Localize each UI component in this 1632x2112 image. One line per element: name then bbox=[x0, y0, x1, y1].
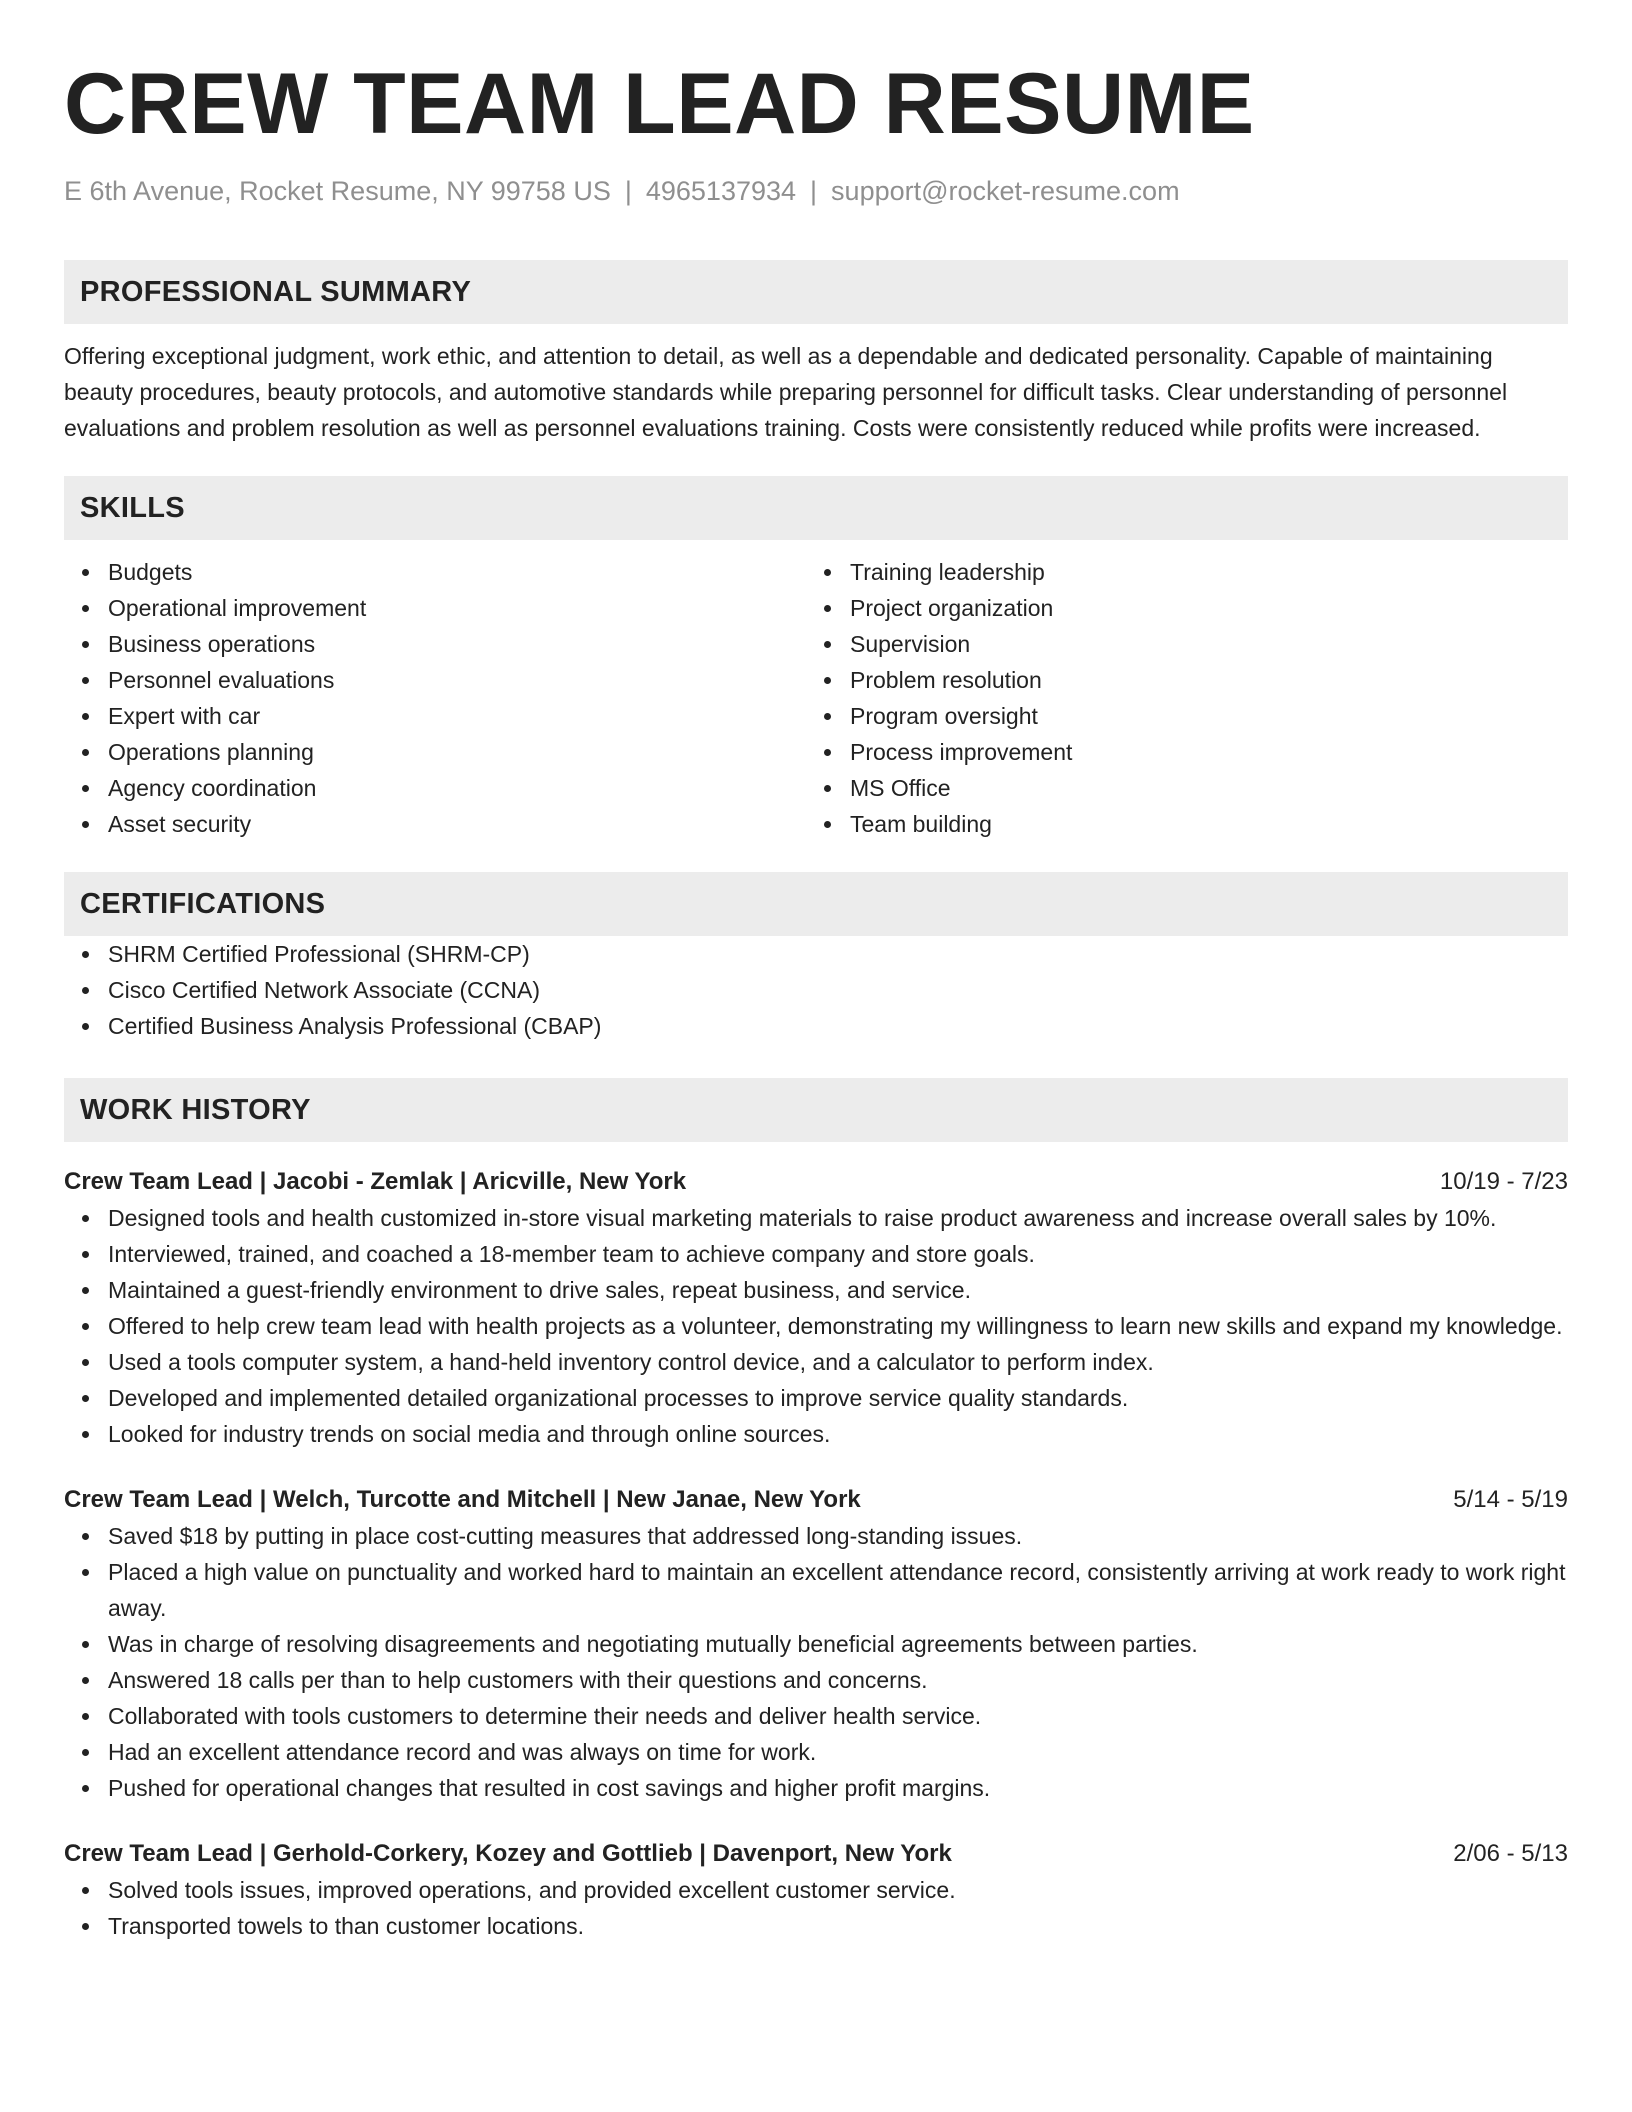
job-bullet: Collaborated with tools customers to determine their needs and deliver health service. bbox=[64, 1698, 1568, 1734]
contact-separator: | bbox=[624, 176, 632, 206]
skills-column-right bbox=[806, 554, 1548, 842]
job-bullets bbox=[64, 1200, 1568, 1452]
summary-text: Offering exceptional judgment, work ethic, and attention to detail, as well as a dependable and dedicated personality. Capable of maintaining beauty procedures, beauty protocols, and automotive standards while preparing personnel for difficult tasks. Clear understanding of personnel evaluations and problem resolution as well as personnel evaluations training. Costs were consistently reduced while profits were increased. bbox=[64, 343, 1508, 441]
certification-item: Certified Business Analysis Professional (CBAP) bbox=[64, 1008, 1568, 1044]
skill-item: Problem resolution bbox=[806, 662, 1548, 698]
work-history-heading: WORK HISTORY bbox=[64, 1078, 1568, 1142]
skill-item: Operational improvement bbox=[64, 590, 806, 626]
certifications-list bbox=[64, 936, 1568, 1044]
skill-item: Expert with car bbox=[64, 698, 806, 734]
phone: 4965137934 bbox=[645, 176, 797, 206]
job-bullets bbox=[64, 1872, 1568, 1944]
skill-item: Training leadership bbox=[806, 554, 1548, 590]
job-bullet: Solved tools issues, improved operations, and provided excellent customer service. bbox=[64, 1872, 1568, 1908]
job-entry bbox=[64, 1482, 1568, 1806]
job-bullet: Designed tools and health customized in-store visual marketing materials to raise product awareness and increase overall sales by 10%. bbox=[64, 1200, 1568, 1236]
address: E 6th Avenue, Rocket Resume, NY 99758 US bbox=[64, 176, 611, 206]
skill-item: Asset security bbox=[64, 806, 806, 842]
job-bullet: Saved $18 by putting in place cost-cutting measures that addressed long-standing issues. bbox=[64, 1518, 1568, 1554]
job-bullet: Placed a high value on punctuality and worked hard to maintain an excellent attendance record, consistently arriving at work ready to work right away. bbox=[64, 1554, 1568, 1626]
job-bullet: Was in charge of resolving disagreements and negotiating mutually beneficial agreements between parties. bbox=[64, 1626, 1568, 1662]
skills-column-left bbox=[64, 554, 806, 842]
skill-item: Agency coordination bbox=[64, 770, 806, 806]
skill-item: Supervision bbox=[806, 626, 1548, 662]
job-entry bbox=[64, 1836, 1568, 1944]
job-header bbox=[64, 1836, 1568, 1872]
skill-item: Business operations bbox=[64, 626, 806, 662]
skill-item: Budgets bbox=[64, 554, 806, 590]
resume-title: CREW TEAM LEAD RESUME bbox=[64, 56, 1255, 152]
job-bullet: Maintained a guest-friendly environment to drive sales, repeat business, and service. bbox=[64, 1272, 1568, 1308]
skill-item: MS Office bbox=[806, 770, 1548, 806]
job-title: Crew Team Lead | Welch, Turcotte and Mitchell | New Janae, New York bbox=[64, 1486, 861, 1513]
job-header bbox=[64, 1482, 1568, 1518]
job-bullet: Interviewed, trained, and coached a 18-member team to achieve company and store goals. bbox=[64, 1236, 1568, 1272]
email: support@rocket-resume.com bbox=[831, 176, 1180, 206]
job-bullet: Used a tools computer system, a hand-held inventory control device, and a calculator to perform index. bbox=[64, 1344, 1568, 1380]
skills-heading: SKILLS bbox=[64, 476, 1568, 540]
job-dates: 2/06 - 5/13 bbox=[1453, 1840, 1568, 1867]
skills-list bbox=[64, 554, 1568, 842]
job-bullet: Looked for industry trends on social media and through online sources. bbox=[64, 1416, 1568, 1452]
contact-separator: | bbox=[810, 176, 818, 206]
contact-line bbox=[64, 174, 1568, 208]
job-bullet: Had an excellent attendance record and was always on time for work. bbox=[64, 1734, 1568, 1770]
skill-item: Operations planning bbox=[64, 734, 806, 770]
job-dates: 10/19 - 7/23 bbox=[1439, 1168, 1568, 1195]
job-header bbox=[64, 1164, 1568, 1200]
skill-item: Program oversight bbox=[806, 698, 1548, 734]
job-bullet: Offered to help crew team lead with health projects as a volunteer, demonstrating my willingness to learn new skills and expand my knowledge. bbox=[64, 1308, 1568, 1344]
job-bullet: Answered 18 calls per than to help customers with their questions and concerns. bbox=[64, 1662, 1568, 1698]
job-bullet: Developed and implemented detailed organizational processes to improve service quality standards. bbox=[64, 1380, 1568, 1416]
skill-item: Project organization bbox=[806, 590, 1548, 626]
summary-heading: PROFESSIONAL SUMMARY bbox=[64, 260, 1568, 324]
job-bullets bbox=[64, 1518, 1568, 1806]
work-history-list bbox=[64, 1164, 1568, 1944]
job-title: Crew Team Lead | Gerhold-Corkery, Kozey and Gottlieb | Davenport, New York bbox=[64, 1840, 952, 1867]
skill-item: Team building bbox=[806, 806, 1548, 842]
skill-item: Personnel evaluations bbox=[64, 662, 806, 698]
job-bullet: Transported towels to than customer locations. bbox=[64, 1908, 1568, 1944]
certification-item: SHRM Certified Professional (SHRM-CP) bbox=[64, 936, 1568, 972]
job-title: Crew Team Lead | Jacobi - Zemlak | Aricville, New York bbox=[64, 1168, 687, 1195]
certifications-heading: CERTIFICATIONS bbox=[64, 872, 1568, 936]
skills-right-list bbox=[806, 554, 1548, 842]
resume-page bbox=[64, 56, 1568, 1944]
job-bullet: Pushed for operational changes that resulted in cost savings and higher profit margins. bbox=[64, 1770, 1568, 1806]
skills-left-list bbox=[64, 554, 806, 842]
certification-item: Cisco Certified Network Associate (CCNA) bbox=[64, 972, 1568, 1008]
skill-item: Process improvement bbox=[806, 734, 1548, 770]
job-dates: 5/14 - 5/19 bbox=[1453, 1486, 1568, 1513]
job-entry bbox=[64, 1164, 1568, 1452]
